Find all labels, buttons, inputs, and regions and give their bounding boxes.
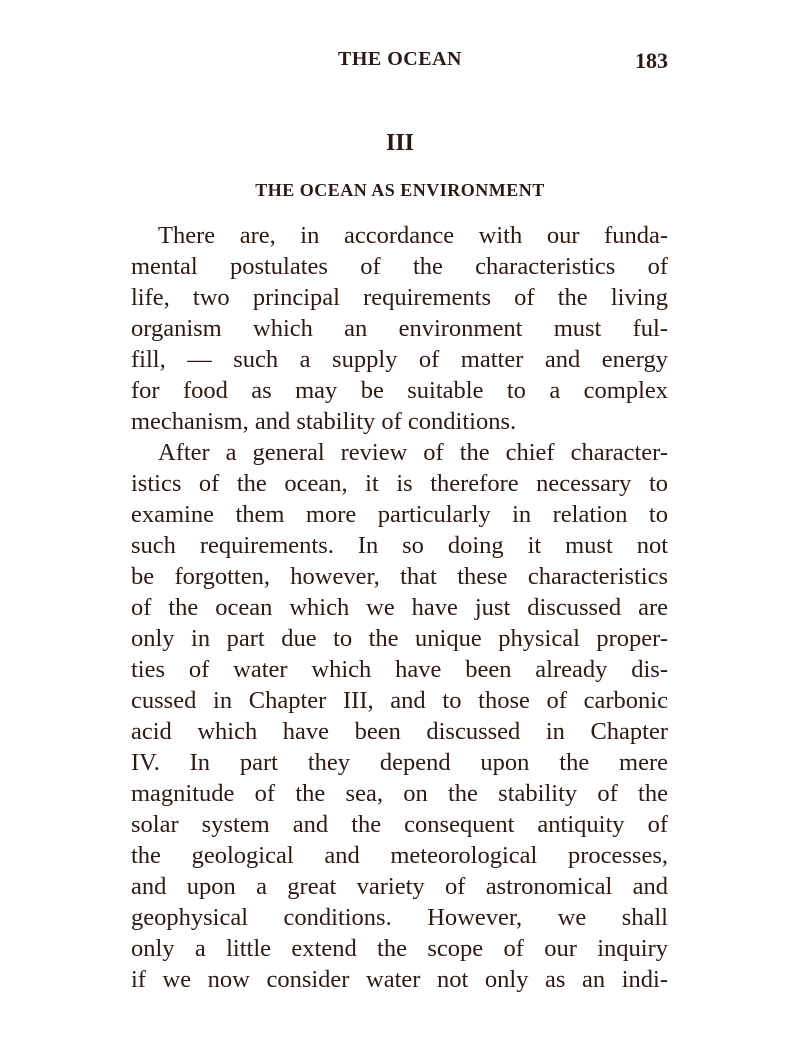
text-line: mental postulates of the characteristics of	[131, 253, 668, 280]
text-line: fill, — such a supply of matter and energy	[131, 346, 668, 373]
text-line: and upon a great variety of astronomical and	[131, 873, 668, 900]
text-line: for food as may be suitable to a complex	[131, 377, 668, 404]
text-line: only in part due to the unique physical proper-	[131, 625, 668, 652]
text-line: such requirements. In so doing it must not	[131, 532, 668, 559]
text-line: After a general review of the chief character-	[158, 439, 668, 466]
text-line: There are, in accordance with our funda-	[158, 222, 668, 249]
text-line: mechanism, and stability of conditions.	[131, 408, 517, 435]
text-line: ties of water which have been already dis-	[131, 656, 668, 683]
text-line: istics of the ocean, it is therefore necessary to	[131, 470, 668, 497]
text-line: examine them more particularly in relation to	[131, 501, 668, 528]
text-line: the geological and meteorological processes,	[131, 842, 668, 869]
body-text	[131, 220, 668, 995]
text-line: be forgotten, however, that these characteristics	[131, 563, 668, 590]
running-title: THE OCEAN	[338, 48, 462, 70]
text-line: only a little extend the scope of our inquiry	[131, 935, 668, 962]
page-number: 183	[635, 48, 668, 73]
text-line: acid which have been discussed in Chapter	[131, 718, 668, 745]
text-line: of the ocean which we have just discussed are	[131, 594, 668, 621]
text-line: solar system and the consequent antiquity of	[131, 811, 668, 838]
section-heading: THE OCEAN AS ENVIRONMENT	[255, 180, 545, 200]
text-line: if we now consider water not only as an indi-	[131, 966, 668, 993]
text-line: organism which an environment must ful-	[131, 315, 668, 342]
text-line: IV. In part they depend upon the mere	[131, 749, 668, 776]
section-numeral: III	[385, 130, 415, 156]
text-line: cussed in Chapter III, and to those of carbonic	[131, 687, 668, 714]
text-line: life, two principal requirements of the living	[131, 284, 668, 311]
text-line: geophysical conditions. However, we shall	[131, 904, 668, 931]
text-line: magnitude of the sea, on the stability of the	[131, 780, 668, 807]
